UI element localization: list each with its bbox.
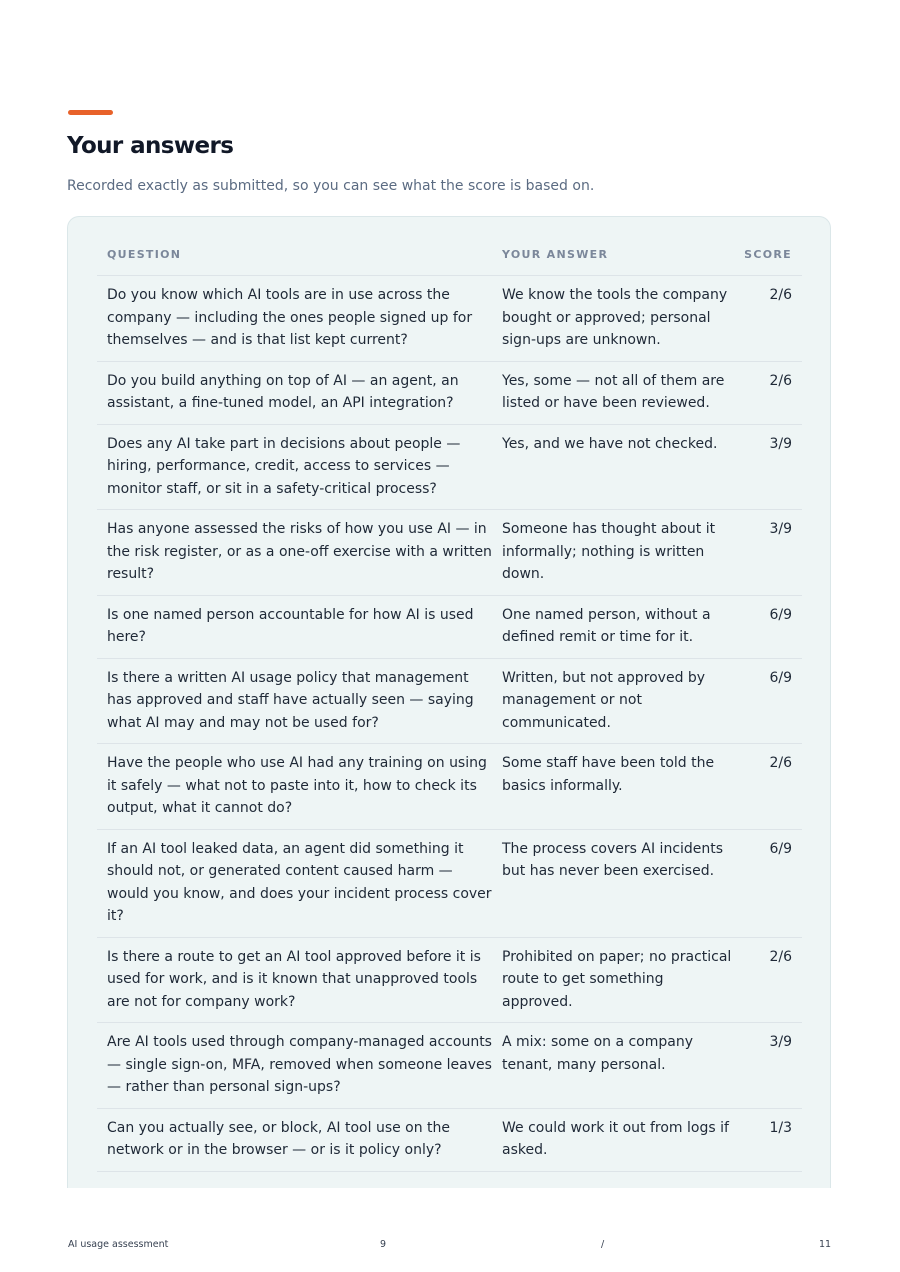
score-cell: 3/9	[769, 521, 792, 537]
footer-separator: /	[601, 1239, 605, 1250]
column-header-answer: YOUR ANSWER	[502, 247, 609, 261]
answer-cell: Some staff have been told the basics informally.	[502, 755, 715, 794]
answer-cell: Prohibited on paper; no practical route to get something approved.	[502, 948, 732, 1010]
table-row	[97, 425, 802, 511]
answer-cell: We could work it out from logs if asked.	[502, 1119, 729, 1158]
question-cell: If an AI tool leaked data, an agent did something it should not, or generated content caused harm — would you know, and does your incident process cover it?	[107, 840, 492, 924]
question-cell: Is one named person accountable for how AI is used here?	[107, 606, 474, 645]
score-cell: 2/6	[769, 287, 792, 303]
table-row	[97, 1109, 802, 1172]
table-row	[97, 830, 802, 938]
question-cell: Has anyone assessed the risks of how you use AI — in the risk register, or as a one-off exercise with a written result?	[107, 521, 492, 582]
score-cell: 2/6	[769, 948, 792, 965]
answer-cell: Yes, and we have not checked.	[502, 435, 718, 452]
footer-page-number: 9	[380, 1239, 387, 1250]
table-row	[97, 659, 802, 745]
question-cell: Are AI tools used through company-managed accounts — single sign-on, MFA, removed when someone leaves — rather than personal sign-ups?	[107, 1034, 492, 1095]
accent-bar	[68, 110, 113, 115]
question-cell: Is there a route to get an AI tool approved before it is used for work, and is it known that unapproved tools are not for company work?	[107, 948, 481, 1010]
score-cell: 1/3	[769, 1119, 792, 1136]
score-cell: 6/9	[769, 840, 792, 857]
answer-cell: Written, but not approved by management or not communicated.	[502, 669, 706, 731]
table-row	[97, 362, 802, 425]
table-row	[97, 938, 802, 1024]
score-cell: 6/9	[769, 669, 792, 686]
table-row	[97, 596, 802, 659]
question-cell: Can you actually see, or block, AI tool use on the network or in the browser — or is it policy only?	[107, 1119, 451, 1158]
question-cell: Does any AI take part in decisions about people — hiring, performance, credit, access to services — monitor staff, or sit in a safety-critical process?	[107, 435, 461, 497]
footer-document-name: AI usage assessment	[68, 1239, 169, 1250]
table-row	[97, 744, 802, 830]
answer-cell: The process covers AI incidents but has never been exercised.	[502, 840, 724, 879]
footer-page-total: 11	[819, 1239, 832, 1250]
score-cell: 2/6	[769, 372, 792, 389]
answers-table	[97, 233, 802, 1172]
table-row	[97, 276, 802, 362]
table-header	[97, 233, 802, 276]
answers-card	[67, 216, 831, 1188]
score-cell: 2/6	[769, 755, 792, 771]
page-title: Your answers	[67, 133, 234, 159]
question-cell: Do you build anything on top of AI — an agent, an assistant, a fine-tuned model, an API integration?	[107, 372, 459, 411]
score-cell: 3/9	[769, 435, 792, 452]
table-row	[97, 1023, 802, 1109]
page-subtitle: Recorded exactly as submitted, so you can see what the score is based on.	[67, 178, 595, 194]
question-cell: Have the people who use AI had any training on using it safely — what not to paste into it, how to check its output, what it cannot do?	[107, 755, 487, 816]
score-cell: 3/9	[769, 1034, 792, 1050]
answer-cell: We know the tools the company bought or approved; personal sign-ups are unknown.	[502, 287, 728, 348]
answer-cell: Yes, some — not all of them are listed or have been reviewed.	[502, 372, 725, 411]
column-header-score: SCORE	[744, 247, 792, 261]
question-cell: Do you know which AI tools are in use across the company — including the ones people signed up for themselves — and is that list kept current?	[107, 287, 473, 348]
question-cell: Is there a written AI usage policy that management has approved and staff have actually seen — saying what AI may and may not be used for?	[107, 669, 474, 731]
answer-cell: Someone has thought about it informally; nothing is written down.	[502, 521, 716, 582]
answer-cell: A mix: some on a company tenant, many personal.	[502, 1034, 694, 1073]
column-header-question: QUESTION	[107, 247, 182, 261]
score-cell: 6/9	[769, 606, 792, 623]
table-row	[97, 510, 802, 596]
answer-cell: One named person, without a defined remit or time for it.	[502, 606, 711, 645]
